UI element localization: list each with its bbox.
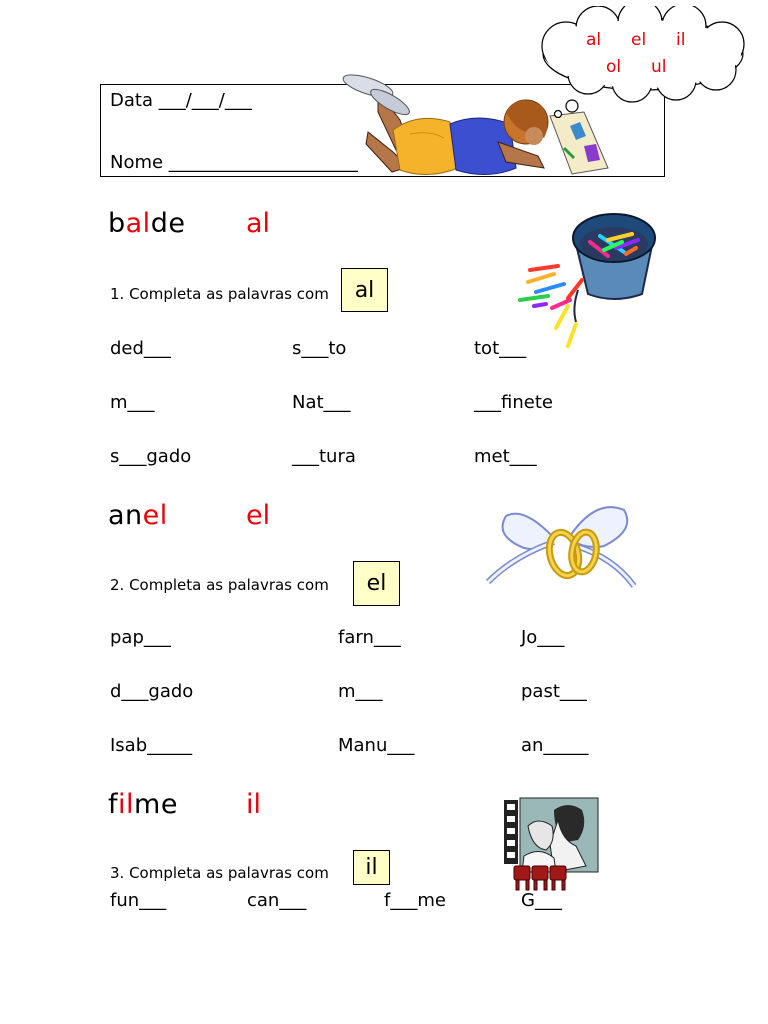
- blank-word[interactable]: ded___: [110, 338, 171, 359]
- syllable-box-el: el: [353, 561, 400, 606]
- word-part: me: [134, 789, 178, 820]
- section1-syllable: al: [246, 208, 271, 239]
- blank-word[interactable]: farn___: [338, 627, 401, 648]
- word-part: b: [108, 208, 126, 239]
- blank-word[interactable]: d___gado: [110, 681, 194, 702]
- blank-word[interactable]: an_____: [521, 735, 589, 756]
- blank-word[interactable]: Jo___: [521, 627, 565, 648]
- blank-word[interactable]: Nat___: [292, 392, 351, 413]
- blank-word[interactable]: tot___: [474, 338, 527, 359]
- key-word-anel: [108, 500, 168, 531]
- syllable-box-il: il: [353, 850, 390, 885]
- word-part-highlight: il: [118, 789, 135, 820]
- section3-syllable: il: [246, 789, 262, 820]
- section2-syllable: el: [246, 500, 271, 531]
- instruction-2: 2. Completa as palavras com: [110, 576, 329, 594]
- blank-word[interactable]: fun___: [110, 890, 167, 911]
- word-part-highlight: el: [142, 500, 168, 531]
- name-line: Nome _____________________: [110, 152, 358, 173]
- blank-word[interactable]: ___finete: [474, 392, 553, 413]
- cloud-syllable-al: al: [586, 30, 602, 50]
- cloud-syllable-ol: ol: [606, 57, 622, 77]
- cloud-syllable-il: il: [676, 30, 686, 50]
- date-line: Data ___/___/___: [110, 90, 252, 111]
- cinema-illustration: [498, 796, 602, 892]
- rings-illustration: [484, 496, 640, 592]
- word-part-highlight: al: [125, 208, 151, 239]
- blank-word[interactable]: G___: [521, 890, 562, 911]
- blank-word[interactable]: ___tura: [292, 446, 356, 467]
- blank-word[interactable]: can___: [247, 890, 307, 911]
- blank-word[interactable]: Manu___: [338, 735, 415, 756]
- syllable-box-al: al: [341, 268, 388, 312]
- blank-word[interactable]: Isab_____: [110, 735, 193, 756]
- key-word-filme: [108, 789, 178, 820]
- blank-word[interactable]: pap___: [110, 627, 171, 648]
- blank-word[interactable]: f___me: [384, 890, 446, 911]
- cloud-syllable-el: el: [631, 30, 647, 50]
- blank-word[interactable]: met___: [474, 446, 537, 467]
- thought-cloud: [536, 6, 750, 118]
- word-part: f: [108, 789, 119, 820]
- blank-word[interactable]: s___gado: [110, 446, 192, 467]
- blank-word[interactable]: s___to: [292, 338, 347, 359]
- blank-word[interactable]: m___: [110, 392, 155, 413]
- blank-word[interactable]: m___: [338, 681, 383, 702]
- key-word-balde: [108, 208, 185, 239]
- word-part: an: [108, 500, 143, 531]
- blank-word[interactable]: past___: [521, 681, 587, 702]
- instruction-1: 1. Completa as palavras com: [110, 285, 329, 303]
- cloud-syllable-ul: ul: [651, 57, 667, 77]
- bucket-illustration: [512, 204, 662, 354]
- instruction-3: 3. Completa as palavras com: [110, 864, 329, 882]
- word-part: de: [150, 208, 186, 239]
